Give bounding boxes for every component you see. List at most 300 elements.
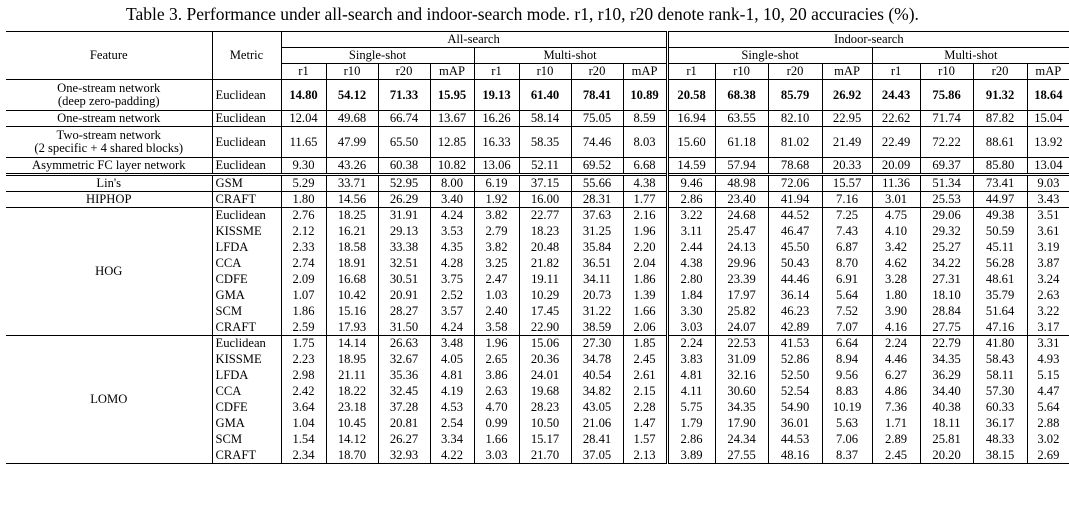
value-cell: 28.23 — [519, 400, 571, 416]
value-cell: 28.41 — [571, 432, 623, 448]
col-header-r10: r10 — [920, 64, 973, 80]
value-cell: 21.49 — [822, 127, 872, 158]
value-cell: 18.11 — [920, 416, 973, 432]
value-cell: 75.86 — [920, 80, 973, 111]
col-header-r10: r10 — [519, 64, 571, 80]
value-cell: 24.01 — [519, 368, 571, 384]
value-cell: 7.06 — [822, 432, 872, 448]
value-cell: 2.65 — [474, 352, 519, 368]
results-table — [6, 31, 1069, 464]
value-cell: 52.54 — [768, 384, 822, 400]
feature-line: One-stream network — [57, 110, 161, 125]
value-cell: 4.86 — [872, 384, 920, 400]
value-cell: 2.04 — [623, 256, 667, 272]
value-cell: 1.96 — [474, 336, 519, 352]
value-cell: 85.80 — [973, 158, 1027, 175]
value-cell: 30.60 — [715, 384, 768, 400]
value-cell: 3.19 — [1027, 240, 1069, 256]
value-cell: 52.11 — [519, 158, 571, 175]
value-cell: 58.14 — [519, 111, 571, 127]
col-header-r20: r20 — [571, 64, 623, 80]
value-cell: 1.39 — [623, 288, 667, 304]
value-cell: 65.50 — [378, 127, 430, 158]
feature-cell — [6, 111, 212, 127]
value-cell: 0.99 — [474, 416, 519, 432]
value-cell: 4.24 — [430, 320, 474, 336]
value-cell: 7.43 — [822, 224, 872, 240]
value-cell: 34.78 — [571, 352, 623, 368]
value-cell: 2.79 — [474, 224, 519, 240]
metric-cell: CDFE — [215, 400, 248, 414]
value-cell: 25.81 — [920, 432, 973, 448]
value-cell: 8.94 — [822, 352, 872, 368]
value-cell: 72.06 — [768, 175, 822, 192]
value-cell: 2.34 — [281, 448, 326, 464]
value-cell: 15.95 — [430, 80, 474, 111]
value-cell: 16.26 — [474, 111, 519, 127]
value-cell: 26.29 — [378, 192, 430, 208]
value-cell: 71.74 — [920, 111, 973, 127]
value-cell: 31.09 — [715, 352, 768, 368]
value-cell: 73.41 — [973, 175, 1027, 192]
value-cell: 32.51 — [378, 256, 430, 272]
value-cell: 37.05 — [571, 448, 623, 464]
value-cell: 2.09 — [281, 272, 326, 288]
value-cell: 10.50 — [519, 416, 571, 432]
value-cell: 20.91 — [378, 288, 430, 304]
metric-cell: CRAFT — [212, 192, 281, 208]
feature-line: (2 specific + 4 shared blocks) — [34, 141, 184, 155]
table-row — [6, 111, 1069, 127]
value-cell: 3.01 — [872, 192, 920, 208]
value-cell: 18.58 — [326, 240, 378, 256]
value-cell: 33.38 — [378, 240, 430, 256]
value-cell: 31.25 — [571, 224, 623, 240]
metric-header: Metric — [212, 32, 281, 80]
value-cell: 24.13 — [715, 240, 768, 256]
value-cell: 44.52 — [768, 208, 822, 224]
value-cell: 3.43 — [1027, 192, 1069, 208]
value-cell: 1.47 — [623, 416, 667, 432]
metric-cell: Euclidean — [215, 87, 266, 102]
value-cell: 22.49 — [872, 127, 920, 158]
value-cell: 9.30 — [281, 158, 326, 175]
value-cell: 36.29 — [920, 368, 973, 384]
value-cell: 7.36 — [872, 400, 920, 416]
table-row — [6, 192, 1069, 208]
value-cell: 81.02 — [768, 127, 822, 158]
metric-cell: CRAFT — [212, 448, 281, 464]
value-cell: 20.20 — [920, 448, 973, 464]
value-cell: 61.40 — [519, 80, 571, 111]
value-cell: 22.62 — [872, 111, 920, 127]
value-cell: 87.82 — [973, 111, 1027, 127]
value-cell: 4.47 — [1027, 384, 1069, 400]
value-cell: 57.30 — [973, 384, 1027, 400]
value-cell: 8.37 — [822, 448, 872, 464]
value-cell: 88.61 — [973, 127, 1027, 158]
feature-cell: Lin's — [6, 175, 212, 192]
value-cell: 3.30 — [667, 304, 715, 320]
value-cell: 37.15 — [519, 175, 571, 192]
value-cell: 22.79 — [920, 336, 973, 352]
value-cell: 14.59 — [667, 158, 715, 175]
col-header-r1: r1 — [281, 64, 326, 80]
value-cell: 20.48 — [519, 240, 571, 256]
value-cell: 13.67 — [430, 111, 474, 127]
value-cell: 35.84 — [571, 240, 623, 256]
value-cell: 4.93 — [1027, 352, 1069, 368]
indoor-search-header: Indoor-search — [667, 32, 1069, 48]
value-cell: 29.32 — [920, 224, 973, 240]
value-cell: 4.38 — [667, 256, 715, 272]
value-cell: 32.93 — [378, 448, 430, 464]
value-cell: 50.59 — [973, 224, 1027, 240]
value-cell: 22.53 — [715, 336, 768, 352]
value-cell: 1.04 — [281, 416, 326, 432]
value-cell: 5.29 — [281, 175, 326, 192]
value-cell: 17.93 — [326, 320, 378, 336]
value-cell: 4.62 — [872, 256, 920, 272]
value-cell: 15.57 — [822, 175, 872, 192]
value-cell: 3.82 — [474, 208, 519, 224]
value-cell: 2.69 — [1027, 448, 1069, 464]
value-cell: 16.21 — [326, 224, 378, 240]
col-header-map: mAP — [1027, 64, 1069, 80]
value-cell: 40.38 — [920, 400, 973, 416]
value-cell: 44.46 — [768, 272, 822, 288]
value-cell: 2.44 — [667, 240, 715, 256]
value-cell: 72.22 — [920, 127, 973, 158]
col-header-r10: r10 — [715, 64, 768, 80]
value-cell: 16.33 — [474, 127, 519, 158]
value-cell: 8.83 — [822, 384, 872, 400]
value-cell: 2.28 — [623, 400, 667, 416]
all-search-header: All-search — [281, 32, 667, 48]
value-cell: 85.79 — [768, 80, 822, 111]
feature-cell — [6, 127, 212, 158]
value-cell: 8.00 — [430, 175, 474, 192]
value-cell: 1.54 — [281, 432, 326, 448]
value-cell: 3.75 — [430, 272, 474, 288]
value-cell: 22.95 — [822, 111, 872, 127]
value-cell: 3.34 — [430, 432, 474, 448]
metric-cell: Euclidean — [212, 111, 281, 127]
value-cell: 1.80 — [281, 192, 326, 208]
value-cell: 2.45 — [623, 352, 667, 368]
value-cell: 18.70 — [326, 448, 378, 464]
indoor-single-shot-header: Single-shot — [667, 48, 872, 64]
value-cell: 36.01 — [768, 416, 822, 432]
value-cell: 3.58 — [474, 320, 519, 336]
value-cell: 20.33 — [822, 158, 872, 175]
col-header-map: mAP — [430, 64, 474, 80]
value-cell: 6.19 — [474, 175, 519, 192]
value-cell: 2.86 — [667, 432, 715, 448]
value-cell: 6.27 — [872, 368, 920, 384]
value-cell: 5.75 — [667, 400, 715, 416]
value-cell: 78.68 — [768, 158, 822, 175]
value-cell: 1.77 — [623, 192, 667, 208]
value-cell: 4.81 — [430, 368, 474, 384]
metric-cell: GSM — [212, 175, 281, 192]
value-cell: 34.35 — [920, 352, 973, 368]
value-cell: 4.28 — [430, 256, 474, 272]
value-cell: 3.64 — [281, 400, 326, 416]
value-cell: 21.82 — [519, 256, 571, 272]
col-header-r20: r20 — [378, 64, 430, 80]
value-cell: 18.64 — [1027, 80, 1069, 111]
value-cell: 10.29 — [519, 288, 571, 304]
value-cell: 4.22 — [430, 448, 474, 464]
value-cell: 3.02 — [1027, 432, 1069, 448]
metric-cell: Euclidean — [212, 208, 281, 224]
value-cell: 4.46 — [872, 352, 920, 368]
value-cell: 1.92 — [474, 192, 519, 208]
value-cell: 1.07 — [281, 288, 326, 304]
value-cell: 4.81 — [667, 368, 715, 384]
value-cell: 34.40 — [920, 384, 973, 400]
value-cell: 66.74 — [378, 111, 430, 127]
value-cell: 4.11 — [667, 384, 715, 400]
value-cell: 43.26 — [326, 158, 378, 175]
value-cell: 36.14 — [768, 288, 822, 304]
value-cell: 3.61 — [1027, 224, 1069, 240]
value-cell: 21.06 — [571, 416, 623, 432]
value-cell: 48.16 — [768, 448, 822, 464]
value-cell: 68.38 — [715, 80, 768, 111]
value-cell: 19.13 — [474, 80, 519, 111]
value-cell: 7.07 — [822, 320, 872, 336]
feature-line: Asymmetric FC layer network — [31, 157, 186, 172]
value-cell: 1.86 — [281, 304, 326, 320]
value-cell: 7.16 — [822, 192, 872, 208]
value-cell: 3.48 — [430, 336, 474, 352]
metric-cell: LFDA — [215, 240, 249, 254]
value-cell: 3.89 — [667, 448, 715, 464]
value-cell: 10.45 — [326, 416, 378, 432]
value-cell: 5.15 — [1027, 368, 1069, 384]
value-cell: 49.38 — [973, 208, 1027, 224]
value-cell: 25.27 — [920, 240, 973, 256]
value-cell: 24.68 — [715, 208, 768, 224]
value-cell: 1.84 — [667, 288, 715, 304]
value-cell: 55.66 — [571, 175, 623, 192]
value-cell: 18.95 — [326, 352, 378, 368]
value-cell: 16.00 — [519, 192, 571, 208]
value-cell: 2.59 — [281, 320, 326, 336]
feature-line: One-stream network — [57, 80, 161, 95]
value-cell: 26.27 — [378, 432, 430, 448]
value-cell: 3.03 — [474, 448, 519, 464]
value-cell: 13.92 — [1027, 127, 1069, 158]
value-cell: 35.79 — [973, 288, 1027, 304]
value-cell: 18.23 — [519, 224, 571, 240]
value-cell: 46.23 — [768, 304, 822, 320]
value-cell: 10.82 — [430, 158, 474, 175]
value-cell: 15.60 — [667, 127, 715, 158]
value-cell: 44.97 — [973, 192, 1027, 208]
value-cell: 33.71 — [326, 175, 378, 192]
value-cell: 27.30 — [571, 336, 623, 352]
col-header-r1: r1 — [872, 64, 920, 80]
metric-cell: Euclidean — [212, 336, 281, 352]
value-cell: 45.50 — [768, 240, 822, 256]
value-cell: 37.28 — [378, 400, 430, 416]
value-cell: 48.61 — [973, 272, 1027, 288]
value-cell: 28.27 — [378, 304, 430, 320]
value-cell: 58.43 — [973, 352, 1027, 368]
value-cell: 75.05 — [571, 111, 623, 127]
value-cell: 6.68 — [623, 158, 667, 175]
value-cell: 3.22 — [667, 208, 715, 224]
value-cell: 47.99 — [326, 127, 378, 158]
value-cell: 1.85 — [623, 336, 667, 352]
value-cell: 52.95 — [378, 175, 430, 192]
value-cell: 29.06 — [920, 208, 973, 224]
value-cell: 4.05 — [430, 352, 474, 368]
value-cell: 60.33 — [973, 400, 1027, 416]
value-cell: 1.86 — [623, 272, 667, 288]
value-cell: 4.70 — [474, 400, 519, 416]
value-cell: 3.03 — [667, 320, 715, 336]
value-cell: 2.61 — [623, 368, 667, 384]
table-row — [6, 175, 1069, 192]
value-cell: 34.11 — [571, 272, 623, 288]
value-cell: 1.71 — [872, 416, 920, 432]
value-cell: 13.06 — [474, 158, 519, 175]
value-cell: 6.91 — [822, 272, 872, 288]
value-cell: 10.89 — [623, 80, 667, 111]
feature-line: (deep zero-padding) — [57, 94, 160, 108]
value-cell: 2.63 — [474, 384, 519, 400]
value-cell: 38.59 — [571, 320, 623, 336]
value-cell: 2.15 — [623, 384, 667, 400]
value-cell: 91.32 — [973, 80, 1027, 111]
value-cell: 36.17 — [973, 416, 1027, 432]
value-cell: 30.51 — [378, 272, 430, 288]
value-cell: 8.59 — [623, 111, 667, 127]
value-cell: 3.87 — [1027, 256, 1069, 272]
value-cell: 45.11 — [973, 240, 1027, 256]
value-cell: 3.24 — [1027, 272, 1069, 288]
value-cell: 18.25 — [326, 208, 378, 224]
value-cell: 2.06 — [623, 320, 667, 336]
metric-cell: GMA — [215, 416, 245, 430]
value-cell: 1.79 — [667, 416, 715, 432]
table-row — [6, 158, 1069, 175]
value-cell: 54.12 — [326, 80, 378, 111]
value-cell: 15.17 — [519, 432, 571, 448]
value-cell: 4.19 — [430, 384, 474, 400]
value-cell: 25.47 — [715, 224, 768, 240]
value-cell: 2.98 — [281, 368, 326, 384]
value-cell: 2.47 — [474, 272, 519, 288]
value-cell: 28.84 — [920, 304, 973, 320]
value-cell: 36.51 — [571, 256, 623, 272]
metric-cell: SCM — [215, 304, 243, 318]
value-cell: 31.91 — [378, 208, 430, 224]
value-cell: 3.57 — [430, 304, 474, 320]
value-cell: 34.22 — [920, 256, 973, 272]
value-cell: 5.63 — [822, 416, 872, 432]
value-cell: 20.58 — [667, 80, 715, 111]
value-cell: 1.96 — [623, 224, 667, 240]
value-cell: 21.11 — [326, 368, 378, 384]
value-cell: 14.14 — [326, 336, 378, 352]
value-cell: 3.28 — [872, 272, 920, 288]
value-cell: 3.51 — [1027, 208, 1069, 224]
value-cell: 3.83 — [667, 352, 715, 368]
value-cell: 3.42 — [872, 240, 920, 256]
value-cell: 31.50 — [378, 320, 430, 336]
value-cell: 42.89 — [768, 320, 822, 336]
feature-group-cell: HOG — [6, 208, 212, 336]
value-cell: 1.57 — [623, 432, 667, 448]
value-cell: 3.82 — [474, 240, 519, 256]
value-cell: 3.90 — [872, 304, 920, 320]
value-cell: 2.89 — [872, 432, 920, 448]
col-header-r1: r1 — [667, 64, 715, 80]
table-row — [6, 336, 1069, 352]
value-cell: 23.39 — [715, 272, 768, 288]
value-cell: 10.42 — [326, 288, 378, 304]
value-cell: 27.75 — [920, 320, 973, 336]
value-cell: 4.35 — [430, 240, 474, 256]
metric-cell: SCM — [215, 432, 243, 446]
value-cell: 11.65 — [281, 127, 326, 158]
col-header-r10: r10 — [326, 64, 378, 80]
value-cell: 2.76 — [281, 208, 326, 224]
value-cell: 8.03 — [623, 127, 667, 158]
feature-cell: HIPHOP — [6, 192, 212, 208]
value-cell: 25.82 — [715, 304, 768, 320]
value-cell: 27.31 — [920, 272, 973, 288]
value-cell: 49.68 — [326, 111, 378, 127]
value-cell: 1.03 — [474, 288, 519, 304]
value-cell: 16.68 — [326, 272, 378, 288]
value-cell: 16.94 — [667, 111, 715, 127]
metric-cell: CDFE — [215, 272, 248, 286]
value-cell: 44.53 — [768, 432, 822, 448]
metric-cell: LFDA — [215, 368, 249, 382]
feature-header: Feature — [6, 32, 212, 80]
value-cell: 1.66 — [623, 304, 667, 320]
value-cell: 2.42 — [281, 384, 326, 400]
value-cell: 20.09 — [872, 158, 920, 175]
value-cell: 63.55 — [715, 111, 768, 127]
value-cell: 8.70 — [822, 256, 872, 272]
value-cell: 2.24 — [872, 336, 920, 352]
value-cell: 23.18 — [326, 400, 378, 416]
value-cell: 1.75 — [281, 336, 326, 352]
value-cell: 15.04 — [1027, 111, 1069, 127]
all-single-shot-header: Single-shot — [281, 48, 474, 64]
value-cell: 2.74 — [281, 256, 326, 272]
value-cell: 51.34 — [920, 175, 973, 192]
value-cell: 25.53 — [920, 192, 973, 208]
feature-group-cell: LOMO — [6, 336, 212, 464]
value-cell: 34.35 — [715, 400, 768, 416]
value-cell: 82.10 — [768, 111, 822, 127]
value-cell: 2.54 — [430, 416, 474, 432]
value-cell: 29.96 — [715, 256, 768, 272]
value-cell: 26.92 — [822, 80, 872, 111]
value-cell: 1.80 — [872, 288, 920, 304]
value-cell: 32.45 — [378, 384, 430, 400]
value-cell: 3.17 — [1027, 320, 1069, 336]
value-cell: 2.24 — [667, 336, 715, 352]
